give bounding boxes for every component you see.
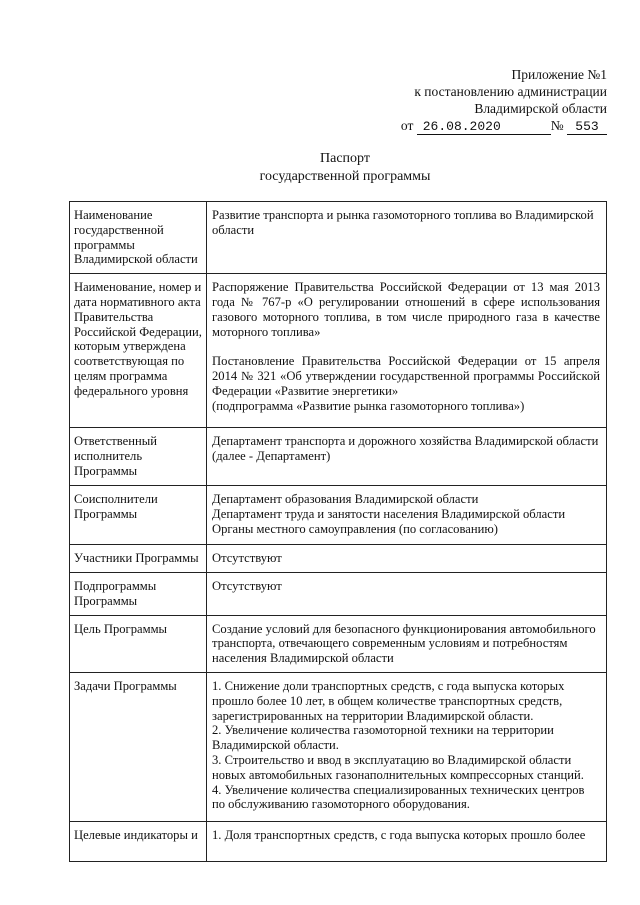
value-paragraph: Отсутствуют [212,578,282,593]
number-label: № [550,118,564,133]
value-paragraph: Департамент образования Владимирской области [212,492,479,507]
table-row [70,615,607,672]
row-label: Соисполнители Программы [70,486,207,545]
row-value [207,615,607,672]
value-paragraph: Создание условий для безопасного функционирования автомобильного транспорта, отвечающего современным условиям и потребностям населения Владимирской области [212,621,596,666]
value-paragraph: 3. Строительство и ввод в эксплуатацию во Владимирской области новых автомобильных газонаполнительных компрессорных станций. [212,752,584,782]
row-value [207,428,607,486]
row-value [207,486,607,545]
row-value [207,202,607,274]
row-value [207,672,607,821]
value-paragraph: Развитие транспорта и рынка газомоторного топлива во Владимирской области [212,208,594,237]
table-row [70,545,607,573]
value-paragraph: 1. Доля транспортных средств, с года выпуска которых прошло более [212,827,586,842]
row-label: Подпрограммы Программы [70,572,207,615]
value-paragraph: Отсутствуют [212,551,282,566]
value-paragraph: Департамент труда и занятости населения Владимирской области [212,506,566,521]
value-paragraph: 2. Увеличение количества газомоторной техники на территории Владимирской области. [212,723,554,753]
appendix-title: Приложение №1 [511,67,607,82]
row-label: Наименование, номер и дата нормативного акта Правительства Российской Федерации, которым утверждена соответствующая по целям программа федерального уровня [70,274,207,428]
table-row [70,672,607,821]
row-value [207,545,607,573]
title-line-2: государственной программы [259,169,431,184]
resolution-date: 26.08.2020 [417,119,551,135]
value-paragraph: Постановление Правительства Российской Федерации от 15 апреля 2014 № 321 «Об утверждении государственной программы Российской Федерации «Развитие энергетики» [212,354,600,398]
value-paragraph: 1. Снижение доли транспортных средств, с года выпуска которых прошло более 10 лет, в общем количестве транспортных средств, зарегистрированных на территории Владимирской области. [212,678,565,723]
table-row [70,486,607,545]
row-value [207,274,607,428]
row-label: Наименование государственной программы Владимирской области [70,202,207,274]
row-value [207,572,607,615]
passport-table [69,201,607,862]
value-paragraph: Департамент транспорта и дорожного хозяйства Владимирской области (далее - Департамент) [212,434,599,463]
value-paragraph: Распоряжение Правительства Российской Федерации от 13 мая 2013 года № 767-р «О регулировании отношений в сфере использования газового моторного топлива, в том числе природного газа в качестве моторного топлива» [212,280,600,339]
title-line-1: Паспорт [320,151,370,166]
appendix-date-number [401,117,607,135]
value-paragraph: (подпрограмма «Развитие рынка газомоторного топлива») [212,398,525,413]
table-row [70,821,607,861]
from-label: от [400,118,414,133]
row-label: Ответственный исполнитель Программы [70,428,207,486]
document-title [0,150,640,186]
row-value [207,821,607,861]
appendix-region: Владимирской области [474,101,607,116]
row-label: Целевые индикаторы и [70,821,207,861]
row-label: Цель Программы [70,615,207,672]
value-paragraph: 4. Увеличение количества специализированных технических центров по обслуживанию газомоторного оборудования. [212,782,585,812]
row-label: Участники Программы [70,545,207,573]
table-row [70,274,607,428]
table-row [70,572,607,615]
value-paragraph: Органы местного самоуправления (по согласованию) [212,521,498,536]
resolution-number: 553 [567,119,607,135]
appendix-header [401,66,607,135]
row-label: Задачи Программы [70,672,207,821]
table-row [70,428,607,486]
table-row [70,202,607,274]
appendix-resolution-ref: к постановлению администрации [414,84,607,99]
